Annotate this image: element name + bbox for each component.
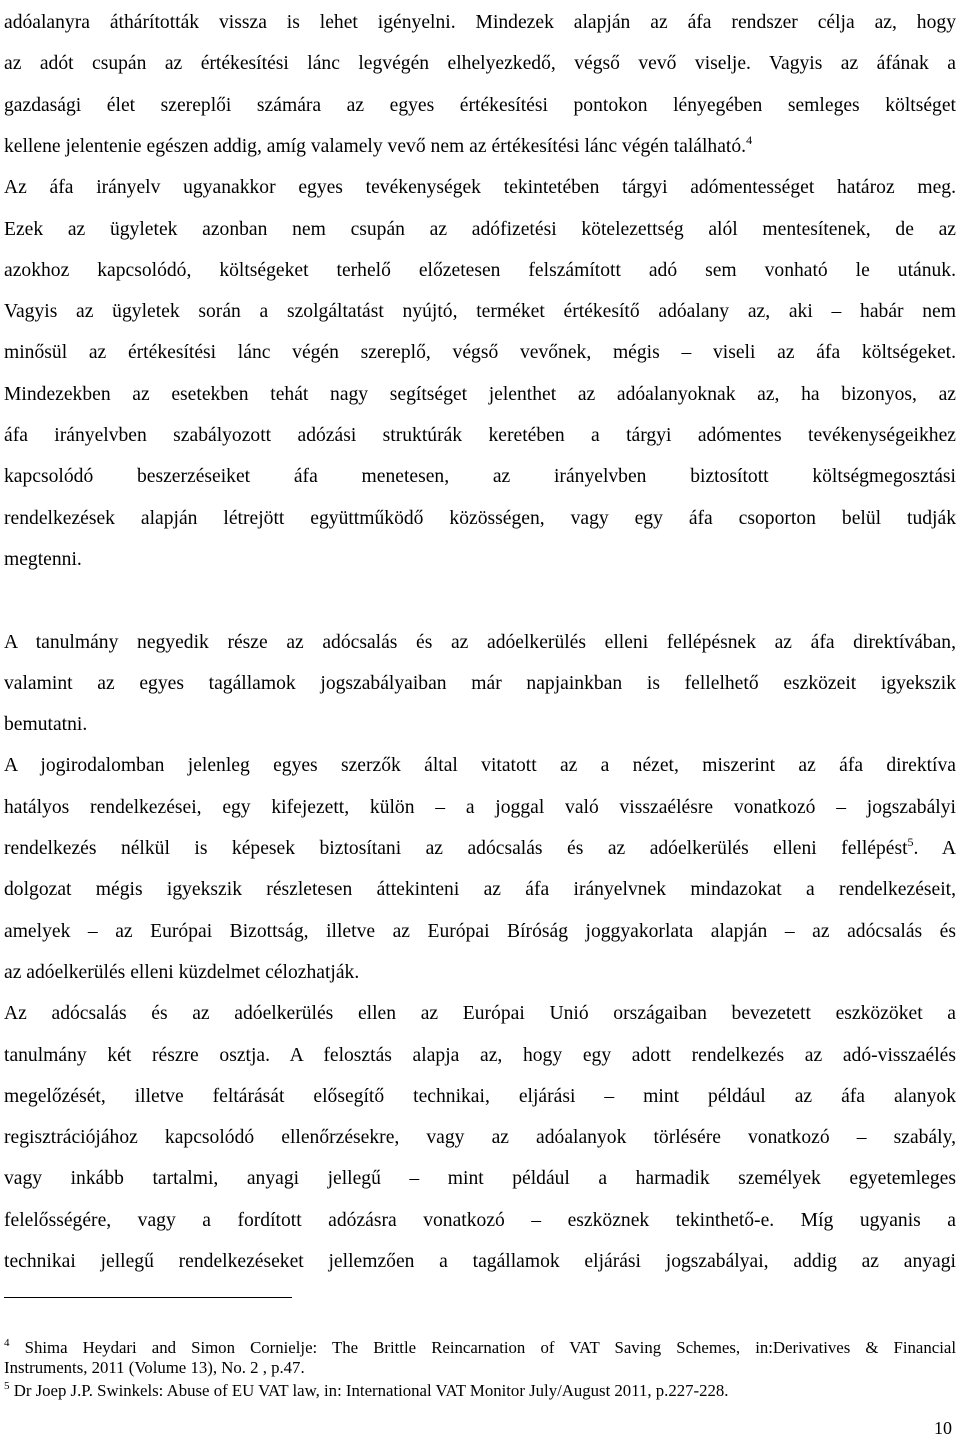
footnote-reference: 5 bbox=[907, 835, 914, 849]
text-line bbox=[4, 126, 956, 167]
line-text: felelősségére, vagy a fordított adózásra vonatkozó – eszköznek tekinthető-e. Míg ugyanis a bbox=[4, 1209, 956, 1231]
text-line bbox=[4, 332, 956, 373]
text-line bbox=[4, 415, 956, 456]
footnote-reference: 4 bbox=[746, 132, 753, 147]
line-text: megtenni. bbox=[4, 548, 82, 570]
line-text: Az adócsalás és az adóelkerülés ellen az Európai Unió országaiban bevezetett eszközöket a bbox=[4, 1003, 956, 1025]
line-text: megelőzését, illetve feltárását elősegítő technikai, eljárási – mint például az áfa alanyok bbox=[4, 1085, 956, 1107]
line-text: A tanulmány negyedik része az adócsalás és az adóelkerülés elleni fellépésnek az áfa direktívában, bbox=[4, 631, 956, 653]
text-line bbox=[4, 2, 956, 43]
text-line bbox=[4, 787, 956, 828]
line-text: bemutatni. bbox=[4, 714, 88, 736]
text-line bbox=[4, 209, 956, 250]
footnote-5 bbox=[4, 1381, 956, 1401]
text-line bbox=[4, 1241, 956, 1282]
text-line bbox=[4, 85, 956, 126]
line-text: vagy inkább tartalmi, anyagi jellegű – mint például a harmadik személyek egyetemleges bbox=[4, 1168, 956, 1190]
text-line bbox=[4, 745, 956, 786]
line-text: kellene jelentenie egészen addig, amíg valamely vevő nem az értékesítési lánc végén található. bbox=[4, 135, 747, 157]
text-line bbox=[4, 993, 956, 1034]
line-text: valamint az egyes tagállamok jogszabályaiban már napjainkban is fellelhető eszközeit igyekszik bbox=[4, 672, 956, 694]
text-line bbox=[4, 911, 956, 952]
line-text: regisztrációjához kapcsolódó ellenőrzésekre, vagy az adóalanyok törlésére vonatkozó – szabály, bbox=[4, 1127, 956, 1149]
text-line bbox=[4, 622, 956, 663]
text-line bbox=[4, 1158, 956, 1199]
line-text: az adót csupán az értékesítési lánc legvégén elhelyezkedő, végső vevő viselje. Vagyis az áfának a bbox=[4, 53, 956, 75]
line-text: gazdasági élet szereplői számára az egyes értékesítési pontokon lényegében semleges költséget bbox=[4, 94, 956, 116]
line-text: azokhoz kapcsolódó, költségeket terhelő előzetesen felszámított adó sem vonható le utánuk. bbox=[4, 259, 956, 281]
text-line bbox=[4, 869, 956, 910]
text-line bbox=[4, 167, 956, 208]
footnote-text: Shima Heydari and Simon Cornielje: The Brittle Reincarnation of VAT Saving Schemes, in:Derivatives & Financial bbox=[24, 1338, 956, 1357]
footnote-text: Instruments, 2011 (Volume 13), No. 2 , p.47. bbox=[4, 1358, 305, 1377]
line-text: rendelkezés nélkül is képesek biztosítani az adócsalás és az adóelkerülés elleni fellépést bbox=[4, 838, 908, 859]
line-text: hatályos rendelkezései, egy kifejezett, külön – a joggal való visszaélésre vonatkozó – jogszabályi bbox=[4, 796, 956, 818]
footnote-marker: 4 bbox=[4, 1337, 10, 1349]
text-line bbox=[4, 1076, 956, 1117]
text-line bbox=[4, 456, 956, 497]
text-line bbox=[4, 250, 956, 291]
line-text: amelyek – az Európai Bizottság, illetve az Európai Bíróság joggyakorlata alapján – az adócsalás és bbox=[4, 920, 956, 942]
line-text: áfa irányelvben szabályozott adózási struktúrák keretében a tárgyi adómentes tevékenységeikhez bbox=[4, 425, 956, 446]
line-text: technikai jellegű rendelkezéseket jellemzően a tagállamok eljárási jogszabályai, addig az anyagi bbox=[4, 1251, 956, 1272]
footnote-marker: 5 bbox=[4, 1380, 10, 1392]
line-text: Ezek az ügyletek azonban nem csupán az adófizetési kötelezettség alól mentesítenek, de az bbox=[4, 218, 956, 240]
text-line bbox=[4, 952, 956, 993]
text-line bbox=[4, 498, 956, 539]
footnote-4 bbox=[4, 1338, 956, 1378]
text-line bbox=[4, 1035, 956, 1076]
line-text: tanulmány két részre osztja. A felosztás alapja az, hogy egy adott rendelkezés az adó-visszaélés bbox=[4, 1044, 956, 1066]
page-number: 10 bbox=[934, 1418, 952, 1438]
text-line bbox=[4, 539, 956, 580]
line-text: rendelkezések alapján létrejött együttműködő közösségen, vagy egy áfa csoporton belül tudják bbox=[4, 507, 956, 529]
text-line bbox=[4, 1117, 956, 1158]
text-line bbox=[4, 663, 956, 704]
line-text: adóalanyra áthárították vissza is lehet igényelni. Mindezek alapján az áfa rendszer célja az, hogy bbox=[4, 12, 956, 33]
text-line bbox=[4, 1200, 956, 1241]
footnote-separator bbox=[4, 1297, 292, 1298]
line-text: Vagyis az ügyletek során a szolgáltatást nyújtó, terméket értékesítő adóalany az, aki – habár nem bbox=[4, 301, 956, 323]
footnote-text: Dr Joep J.P. Swinkels: Abuse of EU VAT law, in: International VAT Monitor July/August 2011, p.227-228. bbox=[13, 1381, 729, 1400]
line-text: minősül az értékesítési lánc végén szereplő, végső vevőnek, mégis – viseli az áfa költségeket. bbox=[4, 342, 956, 364]
text-line bbox=[4, 43, 956, 84]
line-text: az adóelkerülés elleni küzdelmet célozhatják. bbox=[4, 961, 360, 983]
line-text: Mindezekben az esetekben tehát nagy segítséget jelenthet az adóalanyoknak az, ha bizonyos, az bbox=[4, 383, 956, 405]
text-line bbox=[4, 374, 956, 415]
line-text: kapcsolódó beszerzéseiket áfa menetesen, az irányelvben biztosított költségmegosztási bbox=[4, 466, 956, 488]
text-line bbox=[4, 704, 956, 745]
line-text: A jogirodalomban jelenleg egyes szerzők által vitatott az a nézet, miszerint az áfa direktíva bbox=[4, 755, 956, 777]
line-text-tail: . A bbox=[913, 838, 956, 859]
text-line bbox=[4, 828, 956, 869]
text-line bbox=[4, 291, 956, 332]
line-text: dolgozat mégis igyekszik részletesen áttekinteni az áfa irányelvnek mindazokat a rendelkezéseit, bbox=[4, 879, 956, 901]
line-text: Az áfa irányelv ugyanakkor egyes tevékenységek tekintetében tárgyi adómentességet határoz meg. bbox=[4, 177, 956, 199]
